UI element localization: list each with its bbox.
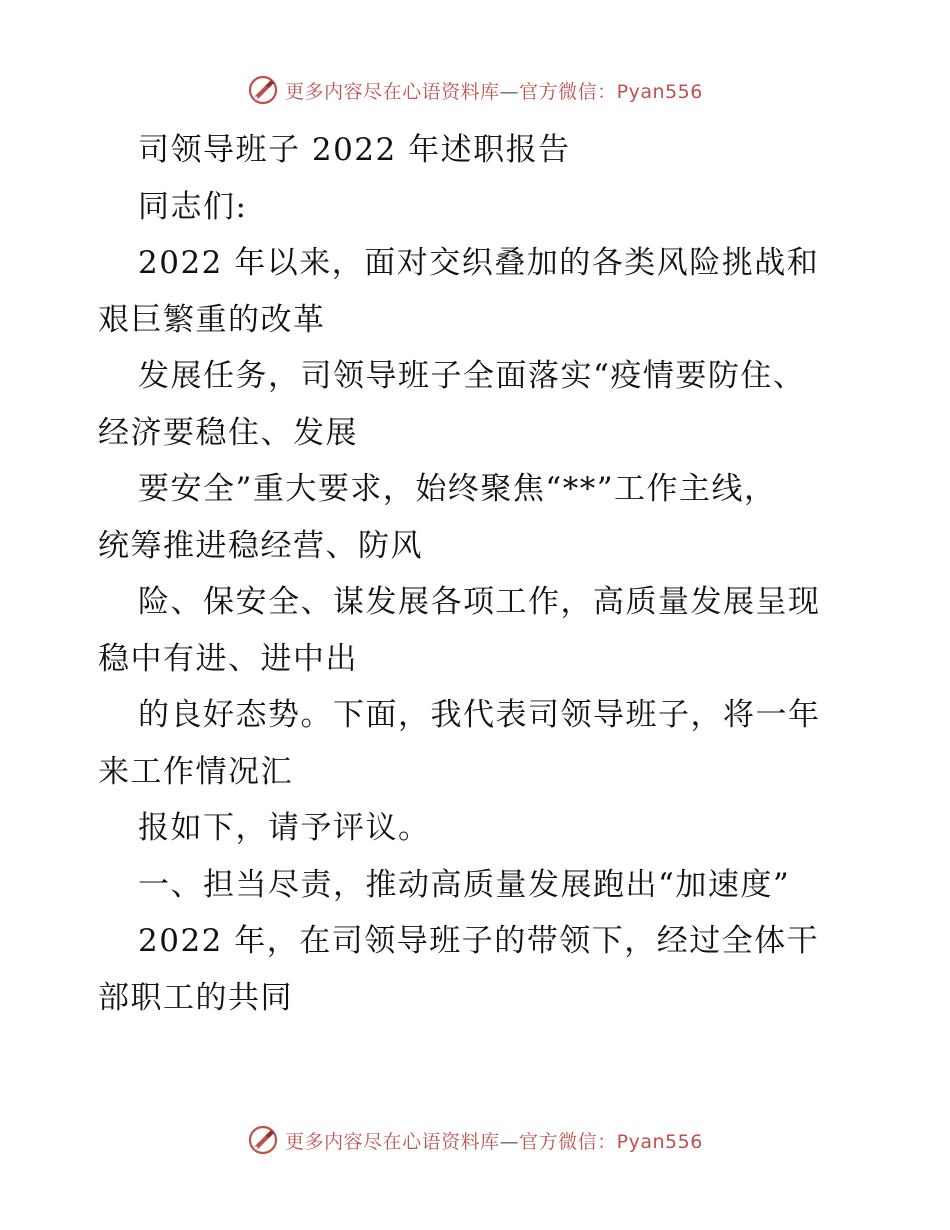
text-line: 报如下，请予评议。	[138, 810, 431, 846]
document-body	[98, 122, 858, 1026]
text-line: 2022 年，在司领导班子的带领下，经过全体干	[138, 923, 820, 959]
text-line: 来工作情况汇	[98, 753, 293, 790]
footer-banner-text: 更多内容尽在心语资料库—官方微信：Pyan556	[285, 1130, 703, 1153]
header-banner	[0, 70, 950, 110]
header-banner-text: 更多内容尽在心语资料库—官方微信：Pyan556	[285, 80, 703, 103]
text-line: 一、担当尽责，推动高质量发展跑出“加速度”	[138, 866, 791, 903]
text-line: 经济要稳住、发展	[98, 414, 358, 451]
footer-banner	[0, 1120, 950, 1160]
text-line: 险、保安全、谋发展各项工作，高质量发展呈现	[138, 584, 821, 620]
text-line: 司领导班子 2022 年述职报告	[138, 132, 571, 168]
text-line: 2022 年以来，面对交织叠加的各类风险挑战和	[138, 245, 820, 281]
text-line: 部职工的共同	[98, 979, 293, 1016]
text-line: 艰巨繁重的改革	[98, 301, 326, 338]
text-line: 稳中有进、进中出	[98, 640, 358, 677]
text-line: 要安全”重大要求，始终聚焦“**”工作主线，	[138, 471, 777, 507]
text-line: 的良好态势。下面，我代表司领导班子，将一年	[138, 697, 821, 733]
text-line: 统筹推进稳经营、防风	[98, 527, 423, 564]
text-line: 发展任务，司领导班子全面落实“疫情要防住、	[138, 358, 806, 394]
text-line: 同志们:	[138, 188, 248, 225]
pen-logo-icon	[247, 74, 279, 106]
pen-logo-icon	[247, 1124, 279, 1156]
